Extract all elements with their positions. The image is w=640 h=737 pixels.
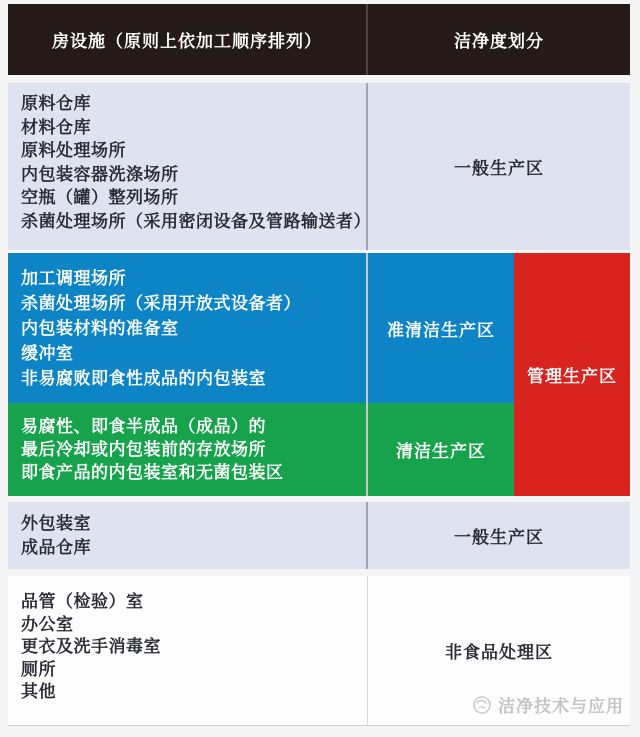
- row-general-area-1: [8, 83, 630, 250]
- facility-item: 内包装容器洗涤场所: [21, 164, 179, 184]
- header-facilities: 房设施（原则上依加工顺序排列）: [8, 4, 368, 75]
- facility-item: 易腐性、即食半成品（成品）的: [21, 417, 266, 436]
- row-non-food-area: [8, 576, 630, 726]
- watermark: [472, 692, 624, 717]
- facility-item: 其他: [21, 682, 56, 701]
- zone-label-managed: 管理生产区: [514, 253, 630, 496]
- facility-item: 厕所: [21, 659, 56, 679]
- facilities-list-non-food: [8, 576, 368, 725]
- zone-label-general-1: 一般生产区: [454, 159, 544, 178]
- zone-label-general-2: 一般生产区: [454, 528, 544, 547]
- colored-zone-block: [8, 253, 630, 496]
- watermark-text: 洁净技术与应用: [498, 697, 624, 716]
- facility-item: 加工调理场所: [21, 269, 126, 288]
- zone-column-colored: [368, 253, 514, 496]
- clean-tech-logo-icon: [472, 695, 492, 715]
- facilities-list-quasi-clean: [8, 253, 366, 403]
- row-general-area-2: [8, 502, 630, 569]
- facility-item: 原料仓库: [21, 94, 91, 113]
- facility-item: 办公室: [21, 614, 74, 634]
- zone-label-quasi-clean: 准清洁生产区: [368, 253, 514, 403]
- zone-label-non-food: 非食品处理区: [445, 643, 553, 662]
- facility-item: 缓冲室: [21, 344, 74, 363]
- table-header: [8, 4, 630, 75]
- zone-label-clean: 清洁生产区: [368, 403, 514, 496]
- facility-item: 内包装材料的准备室: [21, 319, 179, 338]
- facility-item: 原料处理场所: [21, 141, 126, 160]
- facility-item: 材料仓库: [21, 117, 91, 137]
- facility-item: 外包装室: [21, 514, 91, 533]
- facility-item: 品管（检验）室: [21, 592, 144, 611]
- facility-item: 非易腐败即食性成品的内包装室: [21, 369, 266, 388]
- cleanliness-zone-table: [8, 4, 630, 726]
- facility-item: 最后冷却或内包装前的存放场所: [21, 440, 266, 459]
- facilities-list-general-1: [8, 83, 371, 250]
- facility-item: 杀菌处理场所（采用密闭设备及管路输送者）: [21, 211, 371, 231]
- facility-item: 成品仓库: [21, 537, 91, 557]
- facilities-list-general-2: [8, 502, 368, 569]
- facility-item: 杀菌处理场所（采用开放式设备者）: [21, 294, 301, 313]
- facilities-column-colored: [8, 253, 368, 496]
- facility-item: 即食产品的内包装室和无菌包装区: [21, 463, 284, 482]
- header-cleanliness: 洁净度划分: [454, 32, 544, 51]
- facilities-list-clean: [8, 403, 366, 496]
- facility-item: 空瓶（罐）整列场所: [21, 188, 179, 207]
- facility-item: 更衣及洗手消毒室: [21, 637, 161, 656]
